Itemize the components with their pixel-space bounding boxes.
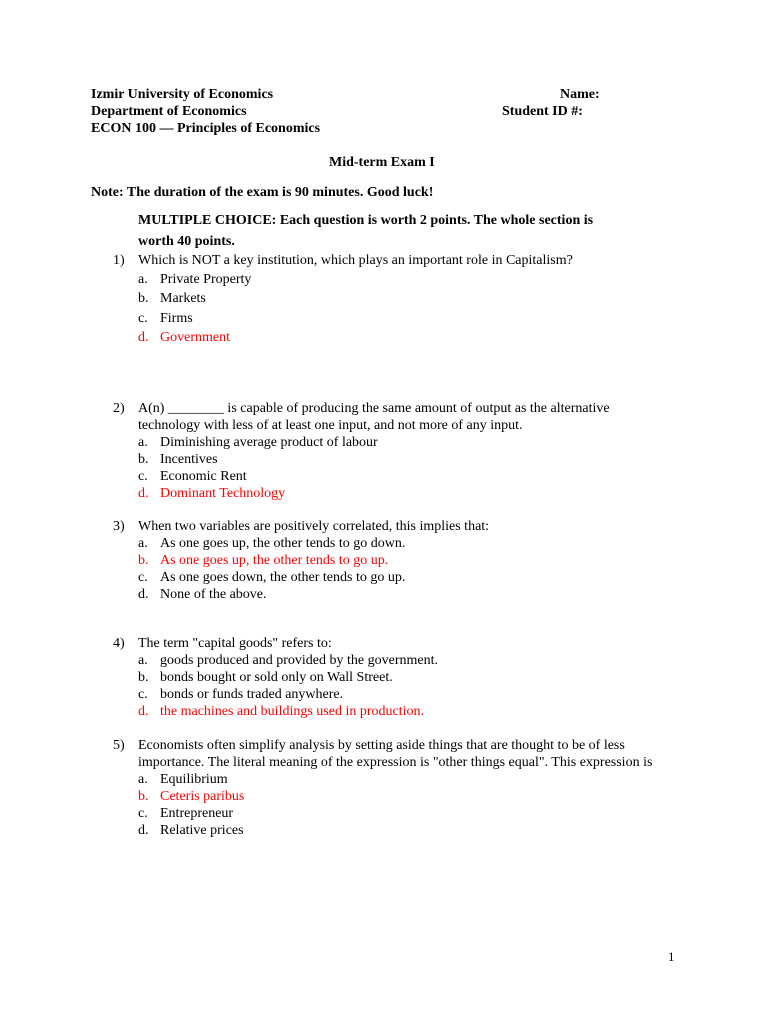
option-a: a. Diminishing average product of labour (138, 435, 378, 450)
course-title: ECON 100 — Principles of Economics (91, 121, 321, 136)
student-id-label: Student ID #: (502, 104, 583, 119)
question-2 (113, 400, 673, 502)
option-a: a. goods produced and provided by the government. (138, 653, 438, 668)
option-c: c. Economic Rent (138, 469, 247, 484)
question-text: When two variables are positively correlated, this implies that: (138, 519, 490, 534)
question-text: The term "capital goods" refers to: (138, 636, 332, 651)
option-a: a. Equilibrium (138, 772, 228, 787)
section-instructions-line1: MULTIPLE CHOICE: Each question is worth 2 points. The whole section is (138, 213, 594, 228)
option-d-correct: d. the machines and buildings used in production. (138, 704, 425, 719)
question-text: Economists often simplify analysis by setting aside things that are thought to be of less importance. The literal meaning of the expression is "other things equal". This expression is (138, 738, 653, 770)
question-text: A(n) ________ is capable of producing the same amount of output as the alternative technology with less of at least one input, and not more of any input. (138, 401, 610, 433)
section-instructions-line2: worth 40 points. (138, 234, 235, 249)
option-d: d. Relative prices (138, 823, 244, 838)
option-b-correct: b. Ceteris paribus (138, 789, 245, 804)
option-d: d. None of the above. (138, 587, 267, 602)
option-c: c. Entrepreneur (138, 806, 234, 821)
question-number: 1) (113, 253, 125, 268)
option-b: b. bonds bought or sold only on Wall Street. (138, 670, 393, 685)
exam-title: Mid-term Exam I (329, 155, 435, 170)
option-b: b. Incentives (138, 452, 218, 467)
option-d-correct: d. Government (138, 330, 230, 345)
option-c: c. As one goes down, the other tends to go up. (138, 570, 406, 585)
option-c: c. bonds or funds traded anywhere. (138, 687, 344, 702)
option-b: b. Markets (138, 291, 206, 306)
question-number: 5) (113, 738, 125, 753)
page-number: 1 (668, 949, 675, 964)
department-name: Department of Economics (91, 104, 247, 119)
question-1 (113, 252, 673, 346)
option-b-correct: b. As one goes up, the other tends to go up. (138, 553, 389, 568)
option-a: a. As one goes up, the other tends to go down. (138, 536, 406, 551)
question-3 (113, 518, 673, 603)
question-number: 3) (113, 519, 125, 534)
name-label: Name: (560, 87, 600, 102)
exam-note: Note: The duration of the exam is 90 minutes. Good luck! (91, 185, 434, 200)
option-d-correct: d. Dominant Technology (138, 486, 286, 501)
option-c: c. Firms (138, 311, 193, 326)
question-text: Which is NOT a key institution, which plays an important role in Capitalism? (138, 253, 573, 268)
question-4 (113, 635, 673, 720)
question-number: 2) (113, 401, 125, 416)
option-a: a. Private Property (138, 272, 252, 287)
question-number: 4) (113, 636, 125, 651)
question-5 (113, 737, 673, 839)
university-name: Izmir University of Economics (91, 87, 274, 102)
